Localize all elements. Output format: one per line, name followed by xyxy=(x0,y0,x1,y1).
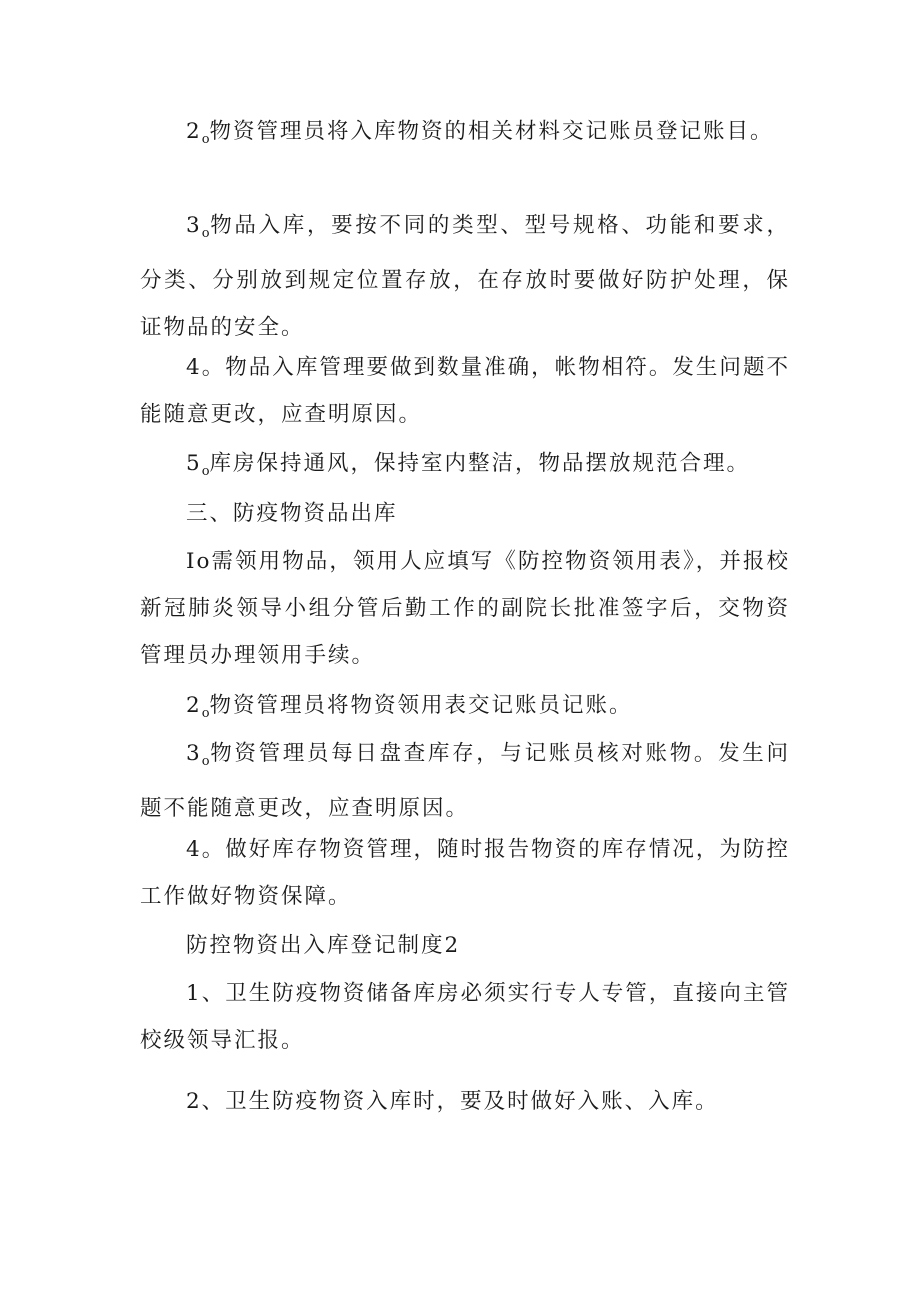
item-mark: o xyxy=(201,226,210,241)
paragraph-item-4-management xyxy=(140,826,790,920)
paragraph-item-2-ledger xyxy=(140,682,790,737)
heading-text: 防控物资出入库登记制度2 xyxy=(186,933,461,958)
item-mark: o xyxy=(201,464,210,479)
paragraph-item-2-entry xyxy=(140,1078,790,1125)
item-number: 3 xyxy=(186,741,202,766)
paragraph-text: 1、卫生防疫物资储备库房必须实行专人专管，直接向主管校级领导汇报。 xyxy=(140,981,790,1053)
paragraph-item-2-records xyxy=(140,108,790,163)
paragraph-item-4-accuracy xyxy=(140,344,790,438)
paragraph-text: 物品入库，要按不同的类型、型号规格、功能和要求，分类、分别放到规定位置存放，在存放时要做好防护处理，保证物品的安全。 xyxy=(140,213,790,340)
item-number: 5 xyxy=(186,451,202,476)
paragraph-text: 2、卫生防疫物资入库时，要及时做好入账、入库。 xyxy=(186,1089,719,1114)
section-heading-regulation-2 xyxy=(140,922,790,969)
paragraph-text: Io需领用物品，领用人应填写《防控物资领用表》，并报校新冠肺炎领导小组分管后勤工作的副院长批准签字后，交物资管理员办理领用手续。 xyxy=(140,549,790,668)
paragraph-text: 库房保持通风，保持室内整洁，物品摆放规范合理。 xyxy=(209,451,751,476)
heading-text: 三、防疫物资品出库 xyxy=(186,501,398,526)
item-number: 3 xyxy=(186,213,202,238)
item-number: 2 xyxy=(186,119,202,144)
paragraph-text: 4。物品入库管理要做到数量准确，帐物相符。发生问题不能随意更改，应查明原因。 xyxy=(140,355,790,427)
paragraph-text: 物资管理员将物资领用表交记账员记账。 xyxy=(209,693,633,718)
paragraph-item-1-requisition xyxy=(140,538,790,679)
item-mark: o xyxy=(201,132,210,147)
paragraph-item-3-inventory-check xyxy=(140,730,790,832)
item-number: 2 xyxy=(186,693,202,718)
paragraph-item-3-storage xyxy=(140,202,790,351)
section-heading-outbound xyxy=(140,490,790,537)
paragraph-text: 4。做好库存物资管理，随时报告物资的库存情况，为防控工作做好物资保障。 xyxy=(140,837,790,909)
paragraph-text: 物资管理员每日盘查库存，与记账员核对账物。发生问题不能随意更改，应查明原因。 xyxy=(140,741,790,821)
item-mark: o xyxy=(201,706,210,721)
item-mark: o xyxy=(201,754,210,769)
paragraph-item-5-ventilation xyxy=(140,440,790,495)
paragraph-text: 物资管理员将入库物资的相关材料交记账员登记账目。 xyxy=(209,119,774,144)
paragraph-item-1-custodian xyxy=(140,970,790,1064)
